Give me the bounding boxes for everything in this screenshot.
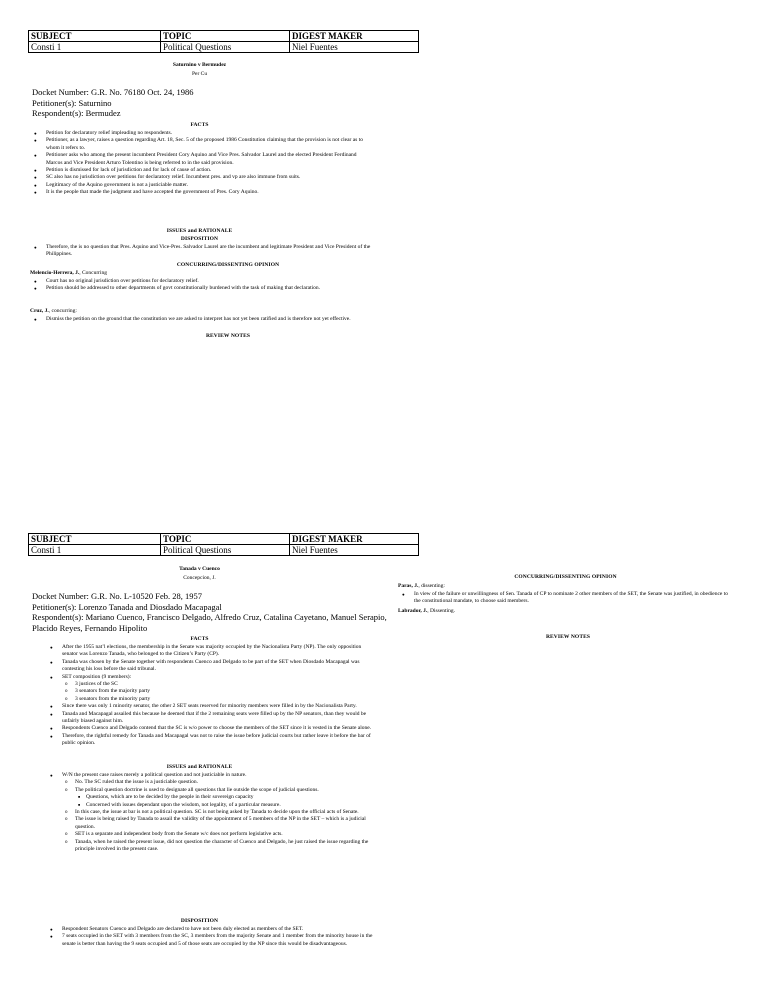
- list-item: ● Therefore, the is no question that Pres. Aquino and Vice-Pres. Salvador Laurel are the incumbent and legitimate President and Vice President of the Philippines.: [32, 244, 372, 259]
- disposition-list: [32, 244, 372, 259]
- list-item: ● Petition should be addressed to other departments of govt constitutionally burdened with the task of making that declaration.: [32, 285, 377, 292]
- political-questions-list: [75, 794, 374, 809]
- opinion-type: , Dissenting.: [427, 608, 455, 614]
- respondents: Respondent(s): Mariano Cuenco, Francisco Delgado, Alfredo Cruz, Catalina Cayetano, Manuel Serapio, Placido Reyes, Fernando Hipolito: [32, 612, 387, 633]
- set-composition-list: [62, 681, 374, 703]
- justice-name: Cruz, J.: [30, 308, 49, 314]
- issues-heading: ISSUES and RATIONALE: [166, 228, 233, 234]
- list-item: o SET is a separate and independent body from the Senate w/c does not perform legislative acts.: [62, 831, 374, 838]
- digest-maker-label: DIGEST MAKER: [290, 31, 419, 42]
- opinion-heading: CONCURRING/DISSENTING OPINION: [176, 262, 280, 268]
- facts-list: [48, 644, 374, 748]
- list-item: o 3 senators from the minority party: [62, 696, 374, 703]
- ponente: Per Cu: [191, 71, 208, 77]
- facts-heading: FACTS: [190, 636, 209, 642]
- list-item: [48, 772, 374, 853]
- list-item: ● Respondents Cuenco and Delgado contend that the SC is w/o power to choose the members of the SET since it is vested in the Senate alone.: [48, 725, 374, 732]
- list-item: ● Respondent Senators Cuenco and Delgado are declared to have not been duly elected as members of the SET.: [48, 926, 374, 933]
- opinion-2-points: [32, 316, 377, 323]
- list-item: ■ Questions, which are to be decided by the people in their sovereign capacity: [75, 794, 374, 801]
- subject-label: SUBJECT: [29, 534, 161, 545]
- list-item: ● Since there was only 1 minority senator, the other 2 SET seats reserved for minority members were filled in by the Nacionalista Party.: [48, 703, 374, 710]
- list-item: ● After the 1955 nat’l elections, the membership in the Senate was majority occupied by the Nacionalista Party (NP). The only opposition senator was Lorenzo Tanada, who belonged to the Citizen’s Party (CP).: [48, 644, 374, 659]
- justice-name: Melencio-Herrera, J.: [30, 270, 80, 276]
- set-composition-label: SET composition (9 members):: [62, 673, 132, 680]
- opinion-type: , concurring:: [48, 308, 77, 314]
- list-item: o Tanada, when he raised the present issue, did not question the character of Cuenco and Delgado, he just raised the issue regarding the principle involved in the present case.: [62, 839, 374, 854]
- docket-number: Docket Number: G.R. No. 76180 Oct. 24, 1986: [32, 87, 194, 97]
- list-item: ● Petitioner, as a lawyer, raises a question regarding Art. 18, Sec. 5 of the proposed 1986 Constitution claiming that the provision is not clear as to whom it refers to.: [32, 137, 372, 152]
- list-item: ● Therefore, the rightful remedy for Tanada and Macapagal was not to raise the issue before judicial courts but rather leave it before the bar of public opinion.: [48, 733, 374, 748]
- opinion-2: [398, 608, 738, 615]
- topic-label: TOPIC: [161, 31, 290, 42]
- rationale-list: [62, 779, 374, 853]
- case-title: Saturnino v Bermudez: [172, 62, 227, 68]
- digest-maker-value: Niel Fuentes: [290, 545, 419, 556]
- list-item: [48, 674, 374, 704]
- subject-value: Consti 1: [29, 42, 161, 53]
- justice-name: Paras, J.: [398, 583, 419, 589]
- facts-heading: FACTS: [190, 122, 209, 128]
- list-item: o The issue is being raised by Tanada to assail the validity of the appointment of 5 members of the NP in the SET – which is a judicial question.: [62, 816, 374, 831]
- digest-maker-value: Niel Fuentes: [290, 42, 419, 53]
- list-item: [62, 787, 374, 809]
- list-item: o 3 senators from the majority party: [62, 688, 374, 695]
- case-title: Tanada v Cuenco: [179, 566, 220, 572]
- list-item: ■ Concerned with issues dependant upon the wisdom, not legality, of a particular measure.: [75, 802, 374, 809]
- list-item: ● Court has no original jurisdiction over petitions for declaratory relief.: [32, 278, 377, 285]
- ponente: Concepcion, J.: [183, 575, 216, 581]
- list-item: ● 7 seats occupied in the SET with 3 members from the SC, 3 members from the majority Senate and 1 member from the minority house in the senate is better than having the 9 seats occupied and 5 of those seats are occupied by the NP since this would be disadvantageous.: [48, 933, 374, 948]
- opinion-heading: CONCURRING/DISSENTING OPINION: [514, 574, 617, 580]
- digest-maker-label: DIGEST MAKER: [290, 534, 419, 545]
- opinion-type: , Concurring: [79, 270, 108, 276]
- review-notes-heading: REVIEW NOTES: [205, 333, 251, 339]
- digest-header-table: [28, 30, 419, 53]
- issues-list: [48, 772, 374, 853]
- topic-value: Political Questions: [161, 545, 290, 556]
- list-item: ● It is the people that made the judgment and have accepted the government of Pres. Cory Aquino.: [32, 189, 372, 196]
- list-item: o 3 justices of the SC: [62, 681, 374, 688]
- subject-value: Consti 1: [29, 545, 161, 556]
- subject-label: SUBJECT: [29, 31, 161, 42]
- rationale-text: The political question doctrine is used to designate all questions that lie outside the scope of judicial questions.: [75, 786, 319, 793]
- list-item: o In this case, the issue at bar is not a political question. SC is not being asked by Tanada to decide upon the official acts of Senate.: [62, 809, 374, 816]
- review-notes-heading: REVIEW NOTES: [545, 634, 591, 640]
- facts-list: [32, 130, 372, 197]
- opinion-2: [30, 308, 375, 315]
- topic-label: TOPIC: [161, 534, 290, 545]
- topic-value: Political Questions: [161, 42, 290, 53]
- digest-header-table: [28, 533, 419, 556]
- petitioners: Petitioner(s): Saturnino: [32, 97, 112, 108]
- list-item: ● SC also has no jurisdiction over petitions for declaratory relief. Incumbent pres. and vp are also immune from suits.: [32, 174, 372, 181]
- justice-name: Labrador, J.: [398, 608, 428, 614]
- case-meta: [32, 87, 392, 119]
- issues-heading: ISSUES and RATIONALE: [166, 764, 233, 770]
- list-item: ● Petition is dismissed for lack of jurisdiction and for lack of cause of action.: [32, 167, 372, 174]
- case-meta: [32, 591, 392, 633]
- opinion-1: [398, 583, 738, 590]
- list-item: ● Petition for declaratory relief impleading no respondents.: [32, 130, 372, 137]
- petitioners: Petitioner(s): Lorenzo Tanada and Diosdado Macapagal: [32, 601, 222, 612]
- list-item: ● Tanada was chosen by the Senate together with respondents Cuenco and Delgado to be part of the SET when Diosdado Macapagal was contesting his loss before the said tribunal.: [48, 659, 374, 674]
- list-item: o No. The SC ruled that the issue is a justiciable question.: [62, 779, 374, 786]
- opinion-type: , dissenting:: [418, 583, 445, 589]
- disposition-list: [48, 926, 374, 948]
- disposition-heading: DISPOSITION: [180, 918, 219, 924]
- issue-text: W/N the present case raises merely a political question and not justiciable in nature.: [62, 772, 247, 778]
- opinion-1-points: [400, 591, 735, 606]
- list-item: ● Petitioner asks who among the present incumbent President Cory Aquino and Vice Pres. Salvador Laurel and the elected President Ferdinand Marcos and Vice President Arturo Tolentino is being referred to in the said provision.: [32, 152, 372, 167]
- opinion-1: [30, 270, 375, 277]
- disposition-heading: DISPOSITION: [180, 236, 219, 242]
- list-item: ● In view of the failure or unwillingness of Sen. Tanada of CP to nominate 2 other members of the SET, the Senate was justified, in obedience to the constitutional mandate, to choose said members.: [400, 591, 735, 606]
- list-item: ● Tanada and Macapagal assailed this because he deemed that if the 2 remaining seats were filled up by the NP senators, than they would be unfairly biased against him.: [48, 711, 374, 726]
- list-item: ● Dismiss the petition on the ground that the constitution we are asked to interpret has not yet been ratified and is therefore not yet effective.: [32, 316, 377, 323]
- respondents: Respondent(s): Bermudez: [32, 108, 121, 118]
- docket-number: Docket Number: G.R. No. L-10520 Feb. 28, 1957: [32, 591, 202, 601]
- list-item: ● Legitimacy of the Aquino government is not a justiciable matter.: [32, 182, 372, 189]
- opinion-1-points: [32, 278, 377, 293]
